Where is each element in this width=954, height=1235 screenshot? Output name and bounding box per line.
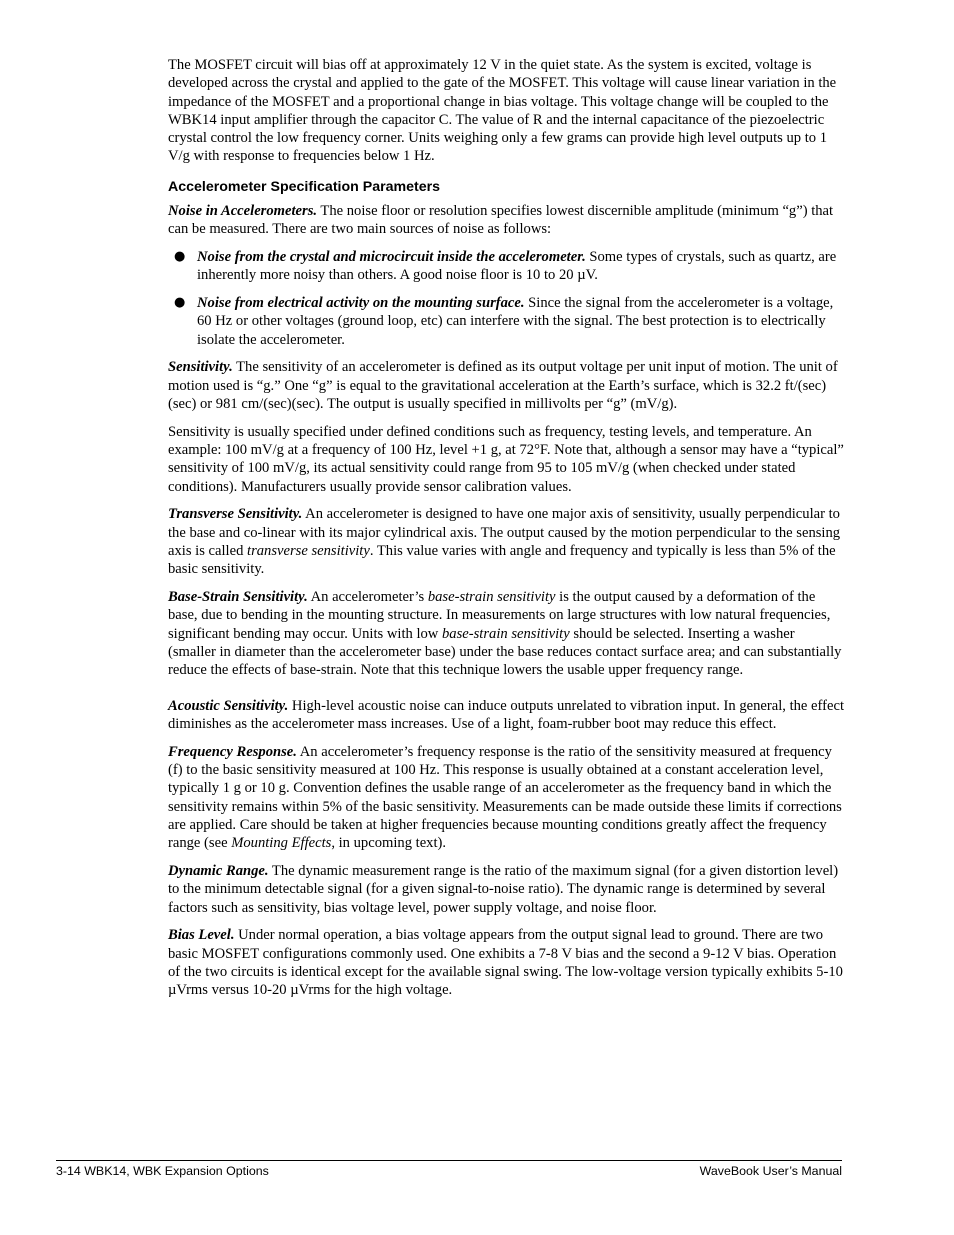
bullet-icon: ● <box>174 248 186 264</box>
sensitivity-paragraph <box>168 358 844 413</box>
base-strain-text-1: An accelerometer’s <box>307 589 428 606</box>
transverse-paragraph <box>168 505 844 578</box>
footer-manual-title: WaveBook User’s Manual <box>699 1164 842 1178</box>
base-strain-emphasis-1: base-strain sensitivity <box>427 589 556 606</box>
sensitivity-text: The sensitivity of an accelerometer is defined as its output voltage per unit input of motion. The unit of motion used is “g.” One “g” is equal to the gravitational acceleration at the Earth’s surface, which is 32.2 ft/(sec)(sec) or 981 cm/(sec)(sec). The output is usually specified in millivolts per “g” (mV/g). <box>168 359 838 412</box>
acoustic-term: Acoustic Sensitivity. <box>168 697 289 714</box>
base-strain-text-3: should be selected. Inserting a washer (smaller in diameter than the accelerometer base) under the base reduces contact surface area; and can substantially reduce the effects of base-strain. Note that this technique lowers the usable upper frequency range. <box>168 625 842 679</box>
frequency-term: Frequency Response. <box>168 743 297 760</box>
bias-level-text: Under normal operation, a bias voltage appears from the output signal lead to ground. There are two basic MOSFET configurations commonly used. One exhibits a 7-8 V bias and the second a 9-12 V bias. Operation of the two circuits is identical except for the available signal swing. The low-voltage version typically exhibits 5-10 µVrms versus 10-20 µVrms for the high voltage. <box>168 927 843 999</box>
transverse-text-2: . This value varies with angle and frequency and typically is less than 5% of the basic sensitivity. <box>168 543 836 578</box>
frequency-paragraph <box>168 743 844 853</box>
intro-paragraph: The MOSFET circuit will bias off at approximately 12 V in the quiet state. As the system is excited, voltage is developed across the crystal and applied to the gate of the MOSFET. This voltage will cause linear variation in the impedance of the MOSFET and a proportional change in bias voltage. This voltage change will be coupled to the WBK14 input amplifier through the capacitor C. The value of R and the internal capacitance of the piezoelectric crystal control the low frequency corner. Units weighing only a few grams can provide high level outputs up to 1 V/g with response to frequencies below 1 Hz. <box>168 57 837 165</box>
frequency-emphasis: Mounting Effects <box>231 835 332 852</box>
bullet-text: Since the signal from the accelerometer is a voltage, 60 Hz or other voltages (ground loop, etc) can interfere with the signal. The best protection is to electrically isolate the accelerometer. <box>197 294 834 348</box>
acoustic-text: High-level acoustic noise can induce outputs unrelated to vibration input. In general, the effect diminishes as the accelerometer mass increases. Use of a light, foam-rubber boot may reduce this effect. <box>168 697 844 732</box>
section-heading: Accelerometer Specification Parameters <box>168 178 441 195</box>
transverse-text-1: An accelerometer is designed to have one major axis of sensitivity, usually perpendicular to the base and co-linear with its major cylindrical axis. The output caused by the motion perpendicular to the sensing axis is called <box>168 506 841 560</box>
dynamic-range-term: Dynamic Range. <box>168 862 269 879</box>
sensitivity-term: Sensitivity. <box>168 359 233 376</box>
bullet-term: Noise from the crystal and microcircuit inside the accelerometer. <box>197 248 586 265</box>
sensitivity-conditions-paragraph: Sensitivity is usually specified under defined conditions such as frequency, testing levels, and temperature. An example: 100 mV/g at a frequency of 100 Hz, level +1 g, at 72°F. Note that, although a sensor may have a “typical” sensitivity of 100 mV/g, its actual sensitivity could range from 95 to 105 mV/g (when checked under stated conditions). Manufacturers usually provide sensor calibration values. <box>168 423 844 495</box>
bullet-term: Noise from electrical activity on the mounting surface. <box>197 294 525 311</box>
bullet-text: Some types of crystals, such as quartz, are inherently more noisy than others. A good noise floor is 10 to 20 µV. <box>197 248 837 284</box>
noise-term: Noise in Accelerometers. <box>168 202 318 219</box>
base-strain-text-2: is the output caused by a deformation of the base, due to bending in the mounting structure. In measurements on large structures with low natural frequencies, significant bending may occur. Units with low <box>168 589 831 642</box>
noise-text: The noise floor or resolution specifies lowest discernible amplitude (minimum “g”) that can be measured. There are two main sources of noise as follows: <box>168 202 834 238</box>
bullet-icon: ● <box>174 294 186 310</box>
dynamic-range-text: The dynamic measurement range is the ratio of the maximum signal (for a given distortion level) to the minimum detectable signal (for a given signal-to-noise ratio). The dynamic range is determined by several factors such as sensitivity, bias voltage level, power supply voltage, and noise floor. <box>168 862 839 916</box>
frequency-text-2: , in upcoming text). <box>331 835 447 852</box>
list-item <box>168 248 844 285</box>
dynamic-range-paragraph <box>168 862 844 917</box>
footer-page-info: 3-14 WBK14, WBK Expansion Options <box>56 1164 269 1178</box>
transverse-term: Transverse Sensitivity. <box>168 506 303 523</box>
bias-level-term: Bias Level. <box>168 927 235 944</box>
list-item <box>168 294 844 349</box>
noise-paragraph <box>168 202 844 239</box>
frequency-text-1: An accelerometer’s frequency response is the ratio of the sensitivity measured at frequency (f) to the basic sensitivity measured at 100 Hz. This response is usually obtained at a constant acceleration level, typically 1 g or 10 g. Convention defines the usable range of an accelerometer as the frequency band in which the sensitivity remains within 5% of the basic sensitivity. Measurements can be made outside these limits if corrections are applied. Care should be taken at higher frequencies because mounting conditions greatly affect the frequency range (see <box>168 743 842 852</box>
bias-level-paragraph <box>168 926 844 999</box>
base-strain-paragraph <box>168 588 844 679</box>
base-strain-term: Base-Strain Sensitivity. <box>168 589 308 606</box>
page-body <box>168 56 844 1009</box>
base-strain-emphasis-2: base-strain sensitivity <box>442 625 570 642</box>
transverse-emphasis: transverse sensitivity <box>247 543 370 560</box>
noise-sources-list <box>168 248 844 349</box>
page-footer <box>56 1160 842 1178</box>
acoustic-paragraph <box>168 697 844 734</box>
